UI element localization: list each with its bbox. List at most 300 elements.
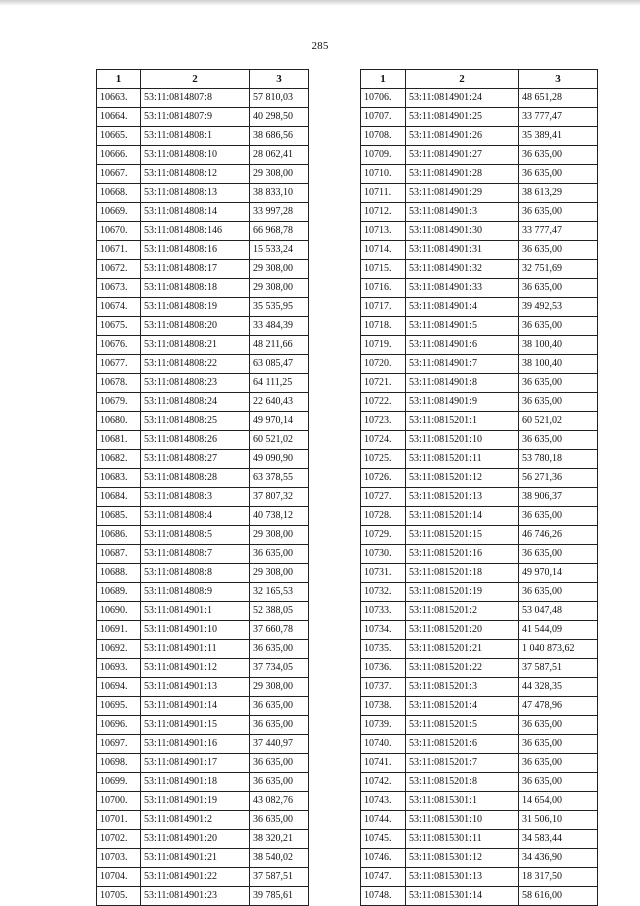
- table-row: [361, 564, 598, 583]
- cadastral-value: 32 165,53: [250, 583, 309, 602]
- row-number: 10665.: [97, 127, 141, 146]
- cadastral-value: 36 635,00: [250, 640, 309, 659]
- row-number: 10728.: [361, 507, 406, 526]
- cadastral-number: 53:11:0815201:11: [406, 450, 519, 469]
- table-row: [361, 279, 598, 298]
- cadastral-number: 53:11:0815201:10: [406, 431, 519, 450]
- cadastral-number: 53:11:0814901:23: [141, 887, 250, 906]
- table-row: [97, 298, 309, 317]
- cadastral-number: 53:11:0814901:27: [406, 146, 519, 165]
- cadastral-number: 53:11:0814901:6: [406, 336, 519, 355]
- cadastral-number: 53:11:0815201:16: [406, 545, 519, 564]
- row-number: 10693.: [97, 659, 141, 678]
- table-row: [97, 545, 309, 564]
- cadastral-number: 53:11:0815201:15: [406, 526, 519, 545]
- cadastral-number: 53:11:0815201:2: [406, 602, 519, 621]
- row-number: 10740.: [361, 735, 406, 754]
- row-number: 10680.: [97, 412, 141, 431]
- cadastral-value: 36 635,00: [250, 545, 309, 564]
- cadastral-value: 29 308,00: [250, 279, 309, 298]
- cadastral-number: 53:11:0814808:25: [141, 412, 250, 431]
- row-number: 10744.: [361, 811, 406, 830]
- row-number: 10739.: [361, 716, 406, 735]
- row-number: 10684.: [97, 488, 141, 507]
- row-number: 10742.: [361, 773, 406, 792]
- table-row: [361, 241, 598, 260]
- table-row: [97, 431, 309, 450]
- table-row: [361, 621, 598, 640]
- table-row: [361, 792, 598, 811]
- row-number: 10711.: [361, 184, 406, 203]
- cadastral-value: 53 047,48: [519, 602, 598, 621]
- cadastral-value: 64 111,25: [250, 374, 309, 393]
- cadastral-number: 53:11:0815201:4: [406, 697, 519, 716]
- cadastral-number: 53:11:0814901:21: [141, 849, 250, 868]
- cadastral-number: 53:11:0814808:12: [141, 165, 250, 184]
- row-number: 10727.: [361, 488, 406, 507]
- cadastral-value: 36 635,00: [250, 716, 309, 735]
- row-number: 10690.: [97, 602, 141, 621]
- row-number: 10699.: [97, 773, 141, 792]
- table-row: [361, 184, 598, 203]
- table-row: [361, 887, 598, 906]
- table-row: [97, 279, 309, 298]
- cadastral-number: 53:11:0814901:8: [406, 374, 519, 393]
- cadastral-number: 53:11:0815301:10: [406, 811, 519, 830]
- table-row: [361, 146, 598, 165]
- cadastral-value: 36 635,00: [519, 279, 598, 298]
- table-row: [97, 849, 309, 868]
- row-number: 10725.: [361, 450, 406, 469]
- cadastral-number: 53:11:0815301:13: [406, 868, 519, 887]
- cadastral-value: 18 317,50: [519, 868, 598, 887]
- cadastral-value: 37 587,51: [250, 868, 309, 887]
- table-row: [97, 374, 309, 393]
- cadastral-number: 53:11:0814901:5: [406, 317, 519, 336]
- cadastral-number: 53:11:0814901:14: [141, 697, 250, 716]
- row-number: 10710.: [361, 165, 406, 184]
- cadastral-value: 63 378,55: [250, 469, 309, 488]
- column-header-cadastral: 2: [141, 70, 250, 89]
- row-number: 10674.: [97, 298, 141, 317]
- cadastral-number: 53:11:0814901:9: [406, 393, 519, 412]
- cadastral-number: 53:11:0814808:24: [141, 393, 250, 412]
- table-row: [361, 469, 598, 488]
- row-number: 10695.: [97, 697, 141, 716]
- cadastral-number: 53:11:0815201:5: [406, 716, 519, 735]
- table-row: [361, 754, 598, 773]
- table-row: [97, 564, 309, 583]
- table-row: [97, 792, 309, 811]
- table-row: [97, 830, 309, 849]
- cadastral-number: 53:11:0814808:10: [141, 146, 250, 165]
- cadastral-number: 53:11:0814808:17: [141, 260, 250, 279]
- row-number: 10681.: [97, 431, 141, 450]
- cadastral-number: 53:11:0814808:16: [141, 241, 250, 260]
- cadastral-value: 31 506,10: [519, 811, 598, 830]
- table-row: [361, 89, 598, 108]
- table-row: [361, 412, 598, 431]
- row-number: 10675.: [97, 317, 141, 336]
- cadastral-value: 60 521,02: [250, 431, 309, 450]
- table-row: [361, 773, 598, 792]
- row-number: 10702.: [97, 830, 141, 849]
- cadastral-value: 37 440,97: [250, 735, 309, 754]
- row-number: 10706.: [361, 89, 406, 108]
- cadastral-value: 53 780,18: [519, 450, 598, 469]
- cadastral-value: 36 635,00: [519, 203, 598, 222]
- row-number: 10709.: [361, 146, 406, 165]
- column-header-number: 1: [97, 70, 141, 89]
- table-row: [97, 754, 309, 773]
- cadastral-number: 53:11:0814901:20: [141, 830, 250, 849]
- row-number: 10685.: [97, 507, 141, 526]
- row-number: 10707.: [361, 108, 406, 127]
- table-row: [97, 735, 309, 754]
- table-row: [361, 678, 598, 697]
- cadastral-value: 38 686,56: [250, 127, 309, 146]
- cadastral-value: 60 521,02: [519, 412, 598, 431]
- table-row: [361, 222, 598, 241]
- cadastral-value: 48 211,66: [250, 336, 309, 355]
- row-number: 10671.: [97, 241, 141, 260]
- table-row: [361, 640, 598, 659]
- table-row: [97, 640, 309, 659]
- cadastral-value: 34 583,44: [519, 830, 598, 849]
- table-row: [97, 697, 309, 716]
- cadastral-number: 53:11:0815201:22: [406, 659, 519, 678]
- cadastral-number: 53:11:0814808:8: [141, 564, 250, 583]
- cadastral-value: 38 100,40: [519, 336, 598, 355]
- cadastral-number: 53:11:0814901:15: [141, 716, 250, 735]
- row-number: 10735.: [361, 640, 406, 659]
- row-number: 10712.: [361, 203, 406, 222]
- table-row: [97, 108, 309, 127]
- cadastral-value: 58 616,00: [519, 887, 598, 906]
- table-row: [361, 298, 598, 317]
- cadastral-value: 29 308,00: [250, 564, 309, 583]
- cadastral-number: 53:11:0815201:12: [406, 469, 519, 488]
- cadastral-value: 38 320,21: [250, 830, 309, 849]
- table-row: [361, 127, 598, 146]
- row-number: 10667.: [97, 165, 141, 184]
- cadastral-number: 53:11:0814901:32: [406, 260, 519, 279]
- cadastral-value: 36 635,00: [519, 545, 598, 564]
- row-number: 10672.: [97, 260, 141, 279]
- cadastral-value: 40 738,12: [250, 507, 309, 526]
- cadastral-value: 38 540,02: [250, 849, 309, 868]
- row-number: 10714.: [361, 241, 406, 260]
- cadastral-value: 33 777,47: [519, 222, 598, 241]
- table-row: [361, 203, 598, 222]
- cadastral-number: 53:11:0814808:14: [141, 203, 250, 222]
- cadastral-number: 53:11:0814808:27: [141, 450, 250, 469]
- row-number: 10713.: [361, 222, 406, 241]
- table-row: [361, 507, 598, 526]
- cadastral-number: 53:11:0814808:7: [141, 545, 250, 564]
- cadastral-number: 53:11:0814901:11: [141, 640, 250, 659]
- row-number: 10715.: [361, 260, 406, 279]
- row-number: 10696.: [97, 716, 141, 735]
- cadastral-number: 53:11:0814901:3: [406, 203, 519, 222]
- row-number: 10669.: [97, 203, 141, 222]
- row-number: 10663.: [97, 89, 141, 108]
- cadastral-number: 53:11:0814808:18: [141, 279, 250, 298]
- table-row: [97, 127, 309, 146]
- row-number: 10664.: [97, 108, 141, 127]
- cadastral-number: 53:11:0814901:4: [406, 298, 519, 317]
- cadastral-number: 53:11:0814808:28: [141, 469, 250, 488]
- row-number: 10701.: [97, 811, 141, 830]
- cadastral-value: 49 090,90: [250, 450, 309, 469]
- table-row: [361, 355, 598, 374]
- right-register-table: [360, 69, 598, 906]
- row-number: 10697.: [97, 735, 141, 754]
- cadastral-value: 57 810,03: [250, 89, 309, 108]
- cadastral-number: 53:11:0814901:25: [406, 108, 519, 127]
- cadastral-value: 38 100,40: [519, 355, 598, 374]
- cadastral-number: 53:11:0814808:26: [141, 431, 250, 450]
- cadastral-number: 53:11:0814901:33: [406, 279, 519, 298]
- cadastral-value: 35 535,95: [250, 298, 309, 317]
- row-number: 10708.: [361, 127, 406, 146]
- table-row: [361, 716, 598, 735]
- row-number: 10719.: [361, 336, 406, 355]
- cadastral-value: 29 308,00: [250, 526, 309, 545]
- cadastral-value: 34 436,90: [519, 849, 598, 868]
- row-number: 10703.: [97, 849, 141, 868]
- table-row: [97, 241, 309, 260]
- table-row: [361, 602, 598, 621]
- cadastral-number: 53:11:0814808:23: [141, 374, 250, 393]
- row-number: 10736.: [361, 659, 406, 678]
- table-row: [361, 583, 598, 602]
- cadastral-number: 53:11:0815201:21: [406, 640, 519, 659]
- cadastral-number: 53:11:0814807:8: [141, 89, 250, 108]
- table-row: [361, 488, 598, 507]
- row-number: 10726.: [361, 469, 406, 488]
- table-row: [97, 336, 309, 355]
- table-row: [361, 849, 598, 868]
- row-number: 10676.: [97, 336, 141, 355]
- cadastral-number: 53:11:0814901:22: [141, 868, 250, 887]
- cadastral-value: 36 635,00: [519, 735, 598, 754]
- cadastral-number: 53:11:0814808:146: [141, 222, 250, 241]
- table-row: [97, 89, 309, 108]
- cadastral-value: 38 613,29: [519, 184, 598, 203]
- row-number: 10704.: [97, 868, 141, 887]
- cadastral-number: 53:11:0814808:3: [141, 488, 250, 507]
- table-row: [97, 184, 309, 203]
- table-row: [97, 260, 309, 279]
- table-row: [97, 659, 309, 678]
- row-number: 10677.: [97, 355, 141, 374]
- table-row: [97, 393, 309, 412]
- cadastral-value: 36 635,00: [519, 754, 598, 773]
- cadastral-number: 53:11:0815301:1: [406, 792, 519, 811]
- cadastral-value: 44 328,35: [519, 678, 598, 697]
- cadastral-number: 53:11:0814807:9: [141, 108, 250, 127]
- row-number: 10666.: [97, 146, 141, 165]
- cadastral-number: 53:11:0815201:19: [406, 583, 519, 602]
- row-number: 10688.: [97, 564, 141, 583]
- cadastral-value: 36 635,00: [250, 754, 309, 773]
- row-number: 10722.: [361, 393, 406, 412]
- cadastral-number: 53:11:0815201:18: [406, 564, 519, 583]
- cadastral-value: 37 734,05: [250, 659, 309, 678]
- row-number: 10668.: [97, 184, 141, 203]
- row-number: 10730.: [361, 545, 406, 564]
- table-row: [97, 811, 309, 830]
- cadastral-value: 22 640,43: [250, 393, 309, 412]
- cadastral-value: 36 635,00: [519, 374, 598, 393]
- cadastral-number: 53:11:0814901:1: [141, 602, 250, 621]
- table-row: [361, 108, 598, 127]
- cadastral-value: 36 635,00: [519, 241, 598, 260]
- row-number: 10729.: [361, 526, 406, 545]
- cadastral-value: 49 970,14: [519, 564, 598, 583]
- cadastral-number: 53:11:0814808:20: [141, 317, 250, 336]
- cadastral-value: 33 777,47: [519, 108, 598, 127]
- table-row: [361, 830, 598, 849]
- row-number: 10687.: [97, 545, 141, 564]
- table-row: [361, 260, 598, 279]
- table-row: [97, 412, 309, 431]
- row-number: 10738.: [361, 697, 406, 716]
- cadastral-value: 33 484,39: [250, 317, 309, 336]
- row-number: 10705.: [97, 887, 141, 906]
- cadastral-number: 53:11:0814901:13: [141, 678, 250, 697]
- table-header-row: [361, 70, 598, 89]
- cadastral-value: 29 308,00: [250, 165, 309, 184]
- cadastral-value: 36 635,00: [250, 811, 309, 830]
- cadastral-number: 53:11:0814901:26: [406, 127, 519, 146]
- scan-top-edge: [0, 0, 640, 6]
- cadastral-number: 53:11:0814808:21: [141, 336, 250, 355]
- row-number: 10670.: [97, 222, 141, 241]
- cadastral-number: 53:11:0814901:10: [141, 621, 250, 640]
- cadastral-value: 36 635,00: [519, 165, 598, 184]
- row-number: 10741.: [361, 754, 406, 773]
- cadastral-value: 49 970,14: [250, 412, 309, 431]
- table-row: [97, 678, 309, 697]
- table-row: [361, 697, 598, 716]
- cadastral-value: 36 635,00: [519, 431, 598, 450]
- cadastral-number: 53:11:0815201:13: [406, 488, 519, 507]
- column-header-value: 3: [250, 70, 309, 89]
- cadastral-number: 53:11:0815201:20: [406, 621, 519, 640]
- cadastral-number: 53:11:0814808:13: [141, 184, 250, 203]
- cadastral-value: 41 544,09: [519, 621, 598, 640]
- row-number: 10731.: [361, 564, 406, 583]
- table-row: [97, 583, 309, 602]
- table-row: [361, 393, 598, 412]
- table-row: [361, 336, 598, 355]
- cadastral-number: 53:11:0814901:29: [406, 184, 519, 203]
- table-row: [361, 431, 598, 450]
- table-row: [97, 317, 309, 336]
- row-number: 10718.: [361, 317, 406, 336]
- table-row: [361, 811, 598, 830]
- table-row: [97, 868, 309, 887]
- table-row: [97, 887, 309, 906]
- table-row: [97, 469, 309, 488]
- cadastral-number: 53:11:0814901:30: [406, 222, 519, 241]
- cadastral-value: 37 587,51: [519, 659, 598, 678]
- row-number: 10717.: [361, 298, 406, 317]
- table-row: [361, 450, 598, 469]
- column-header-number: 1: [361, 70, 406, 89]
- cadastral-value: 38 833,10: [250, 184, 309, 203]
- cadastral-value: 1 040 873,62: [519, 640, 598, 659]
- cadastral-number: 53:11:0815201:1: [406, 412, 519, 431]
- cadastral-number: 53:11:0815301:14: [406, 887, 519, 906]
- cadastral-value: 36 635,00: [519, 393, 598, 412]
- cadastral-number: 53:11:0814901:31: [406, 241, 519, 260]
- column-header-value: 3: [519, 70, 598, 89]
- cadastral-number: 53:11:0815201:6: [406, 735, 519, 754]
- cadastral-value: 39 492,53: [519, 298, 598, 317]
- cadastral-number: 53:11:0814901:19: [141, 792, 250, 811]
- row-number: 10733.: [361, 602, 406, 621]
- row-number: 10673.: [97, 279, 141, 298]
- cadastral-number: 53:11:0814901:24: [406, 89, 519, 108]
- table-row: [97, 146, 309, 165]
- table-row: [97, 621, 309, 640]
- cadastral-value: 36 635,00: [519, 773, 598, 792]
- cadastral-number: 53:11:0815201:14: [406, 507, 519, 526]
- cadastral-value: 56 271,36: [519, 469, 598, 488]
- cadastral-number: 53:11:0814808:22: [141, 355, 250, 374]
- cadastral-value: 36 635,00: [519, 583, 598, 602]
- table-row: [361, 317, 598, 336]
- cadastral-value: 52 388,05: [250, 602, 309, 621]
- cadastral-value: 29 308,00: [250, 260, 309, 279]
- row-number: 10734.: [361, 621, 406, 640]
- row-number: 10723.: [361, 412, 406, 431]
- row-number: 10683.: [97, 469, 141, 488]
- cadastral-value: 36 635,00: [519, 146, 598, 165]
- cadastral-number: 53:11:0814901:18: [141, 773, 250, 792]
- table-row: [97, 488, 309, 507]
- table-row: [97, 507, 309, 526]
- cadastral-number: 53:11:0815201:7: [406, 754, 519, 773]
- row-number: 10692.: [97, 640, 141, 659]
- cadastral-number: 53:11:0814808:5: [141, 526, 250, 545]
- table-row: [361, 868, 598, 887]
- table-row: [97, 773, 309, 792]
- row-number: 10679.: [97, 393, 141, 412]
- table-row: [97, 165, 309, 184]
- cadastral-number: 53:11:0814808:9: [141, 583, 250, 602]
- table-row: [361, 374, 598, 393]
- cadastral-value: 66 968,78: [250, 222, 309, 241]
- cadastral-value: 47 478,96: [519, 697, 598, 716]
- table-row: [97, 203, 309, 222]
- cadastral-number: 53:11:0814901:28: [406, 165, 519, 184]
- cadastral-number: 53:11:0814808:1: [141, 127, 250, 146]
- row-number: 10721.: [361, 374, 406, 393]
- table-row: [97, 355, 309, 374]
- row-number: 10698.: [97, 754, 141, 773]
- row-number: 10682.: [97, 450, 141, 469]
- cadastral-number: 53:11:0814901:2: [141, 811, 250, 830]
- table-row: [97, 716, 309, 735]
- row-number: 10694.: [97, 678, 141, 697]
- row-number: 10743.: [361, 792, 406, 811]
- cadastral-number: 53:11:0814901:7: [406, 355, 519, 374]
- cadastral-value: 32 751,69: [519, 260, 598, 279]
